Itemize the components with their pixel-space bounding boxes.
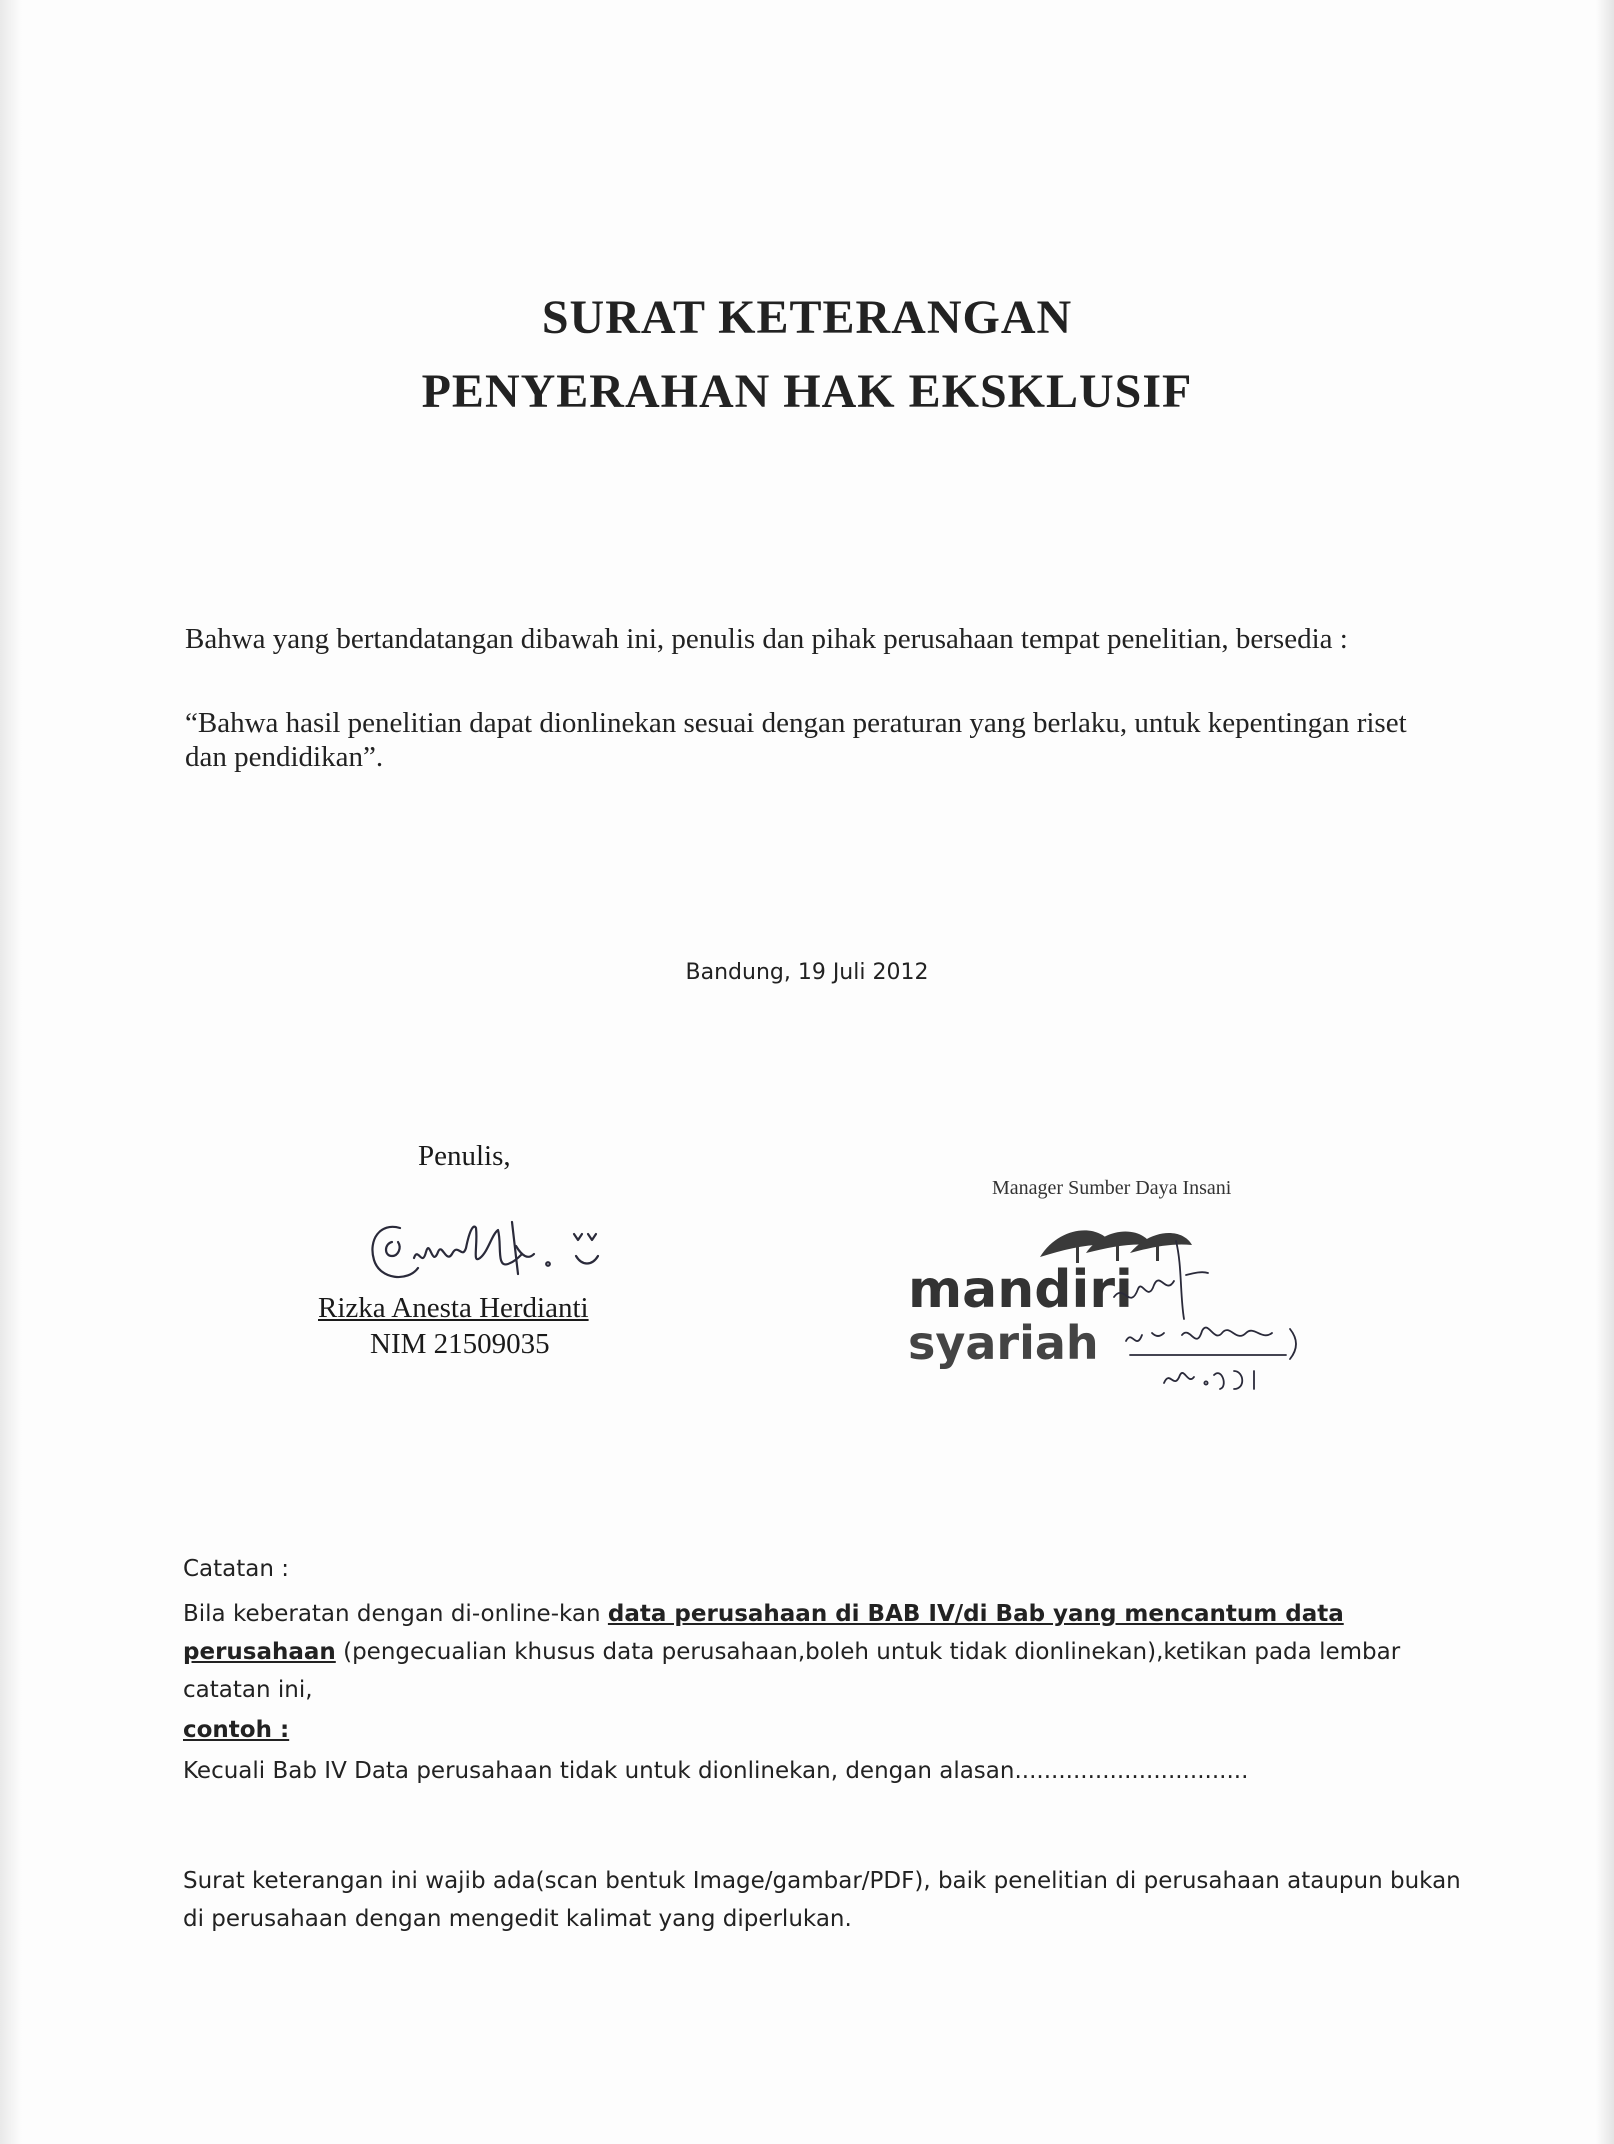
notes-text-after: (pengecualian khusus data perusahaan,boleh untuk tidak dionlinekan),ketikan pada lembar catatan ini, — [183, 1639, 1401, 1703]
notes-emphasis: data perusahaan di BAB IV/di Bab yang mencantum data perusahaan — [183, 1601, 1344, 1665]
intro-paragraph: Bahwa yang bertandatangan dibawah ini, penulis dan pihak perusahaan tempat penelitian, bersedia : — [185, 623, 1348, 655]
svg-text:mandiri: mandiri — [908, 1260, 1133, 1320]
svg-text:syariah: syariah — [908, 1316, 1099, 1370]
notes-example-text: Kecuali Bab IV Data perusahaan tidak untuk dionlinekan, dengan alasan................................ — [183, 1758, 1249, 1784]
writer-role: Penulis, — [418, 1140, 511, 1172]
writer-nim: NIM 21509035 — [370, 1328, 550, 1360]
notes-final-paragraph: Surat keterangan ini wajib ada(scan bentuk Image/gambar/PDF), baik penelitian di perusahaan ataupun bukan di perusahaan dengan mengedit kalimat yang diperlukan. — [183, 1868, 1461, 1932]
mandiri-syariah-stamp-logo — [890, 1215, 1350, 1400]
notes-label: Catatan : — [183, 1556, 290, 1582]
quote-paragraph: “Bahwa hasil penelitian dapat dionlinekan sesuai dengan peraturan yang berlaku, untuk kepentingan riset dan pendidikan”. — [185, 707, 1407, 773]
writer-name: Rizka Anesta Herdianti — [318, 1292, 589, 1324]
notes-paragraph — [183, 1595, 1463, 1709]
date-place: Bandung, 19 Juli 2012 — [685, 960, 929, 985]
writer-signature — [362, 1198, 622, 1303]
notes-example-label: contoh : — [183, 1717, 290, 1743]
document-title-line2: PENYERAHAN HAK EKSKLUSIF — [421, 365, 1193, 418]
notes-text-before: Bila keberatan dengan di-online-kan — [183, 1601, 608, 1627]
manager-signature-block — [870, 1115, 1350, 1415]
document-title-line1: SURAT KETERANGAN — [541, 291, 1073, 344]
manager-role: Manager Sumber Daya Insani — [992, 1177, 1232, 1199]
